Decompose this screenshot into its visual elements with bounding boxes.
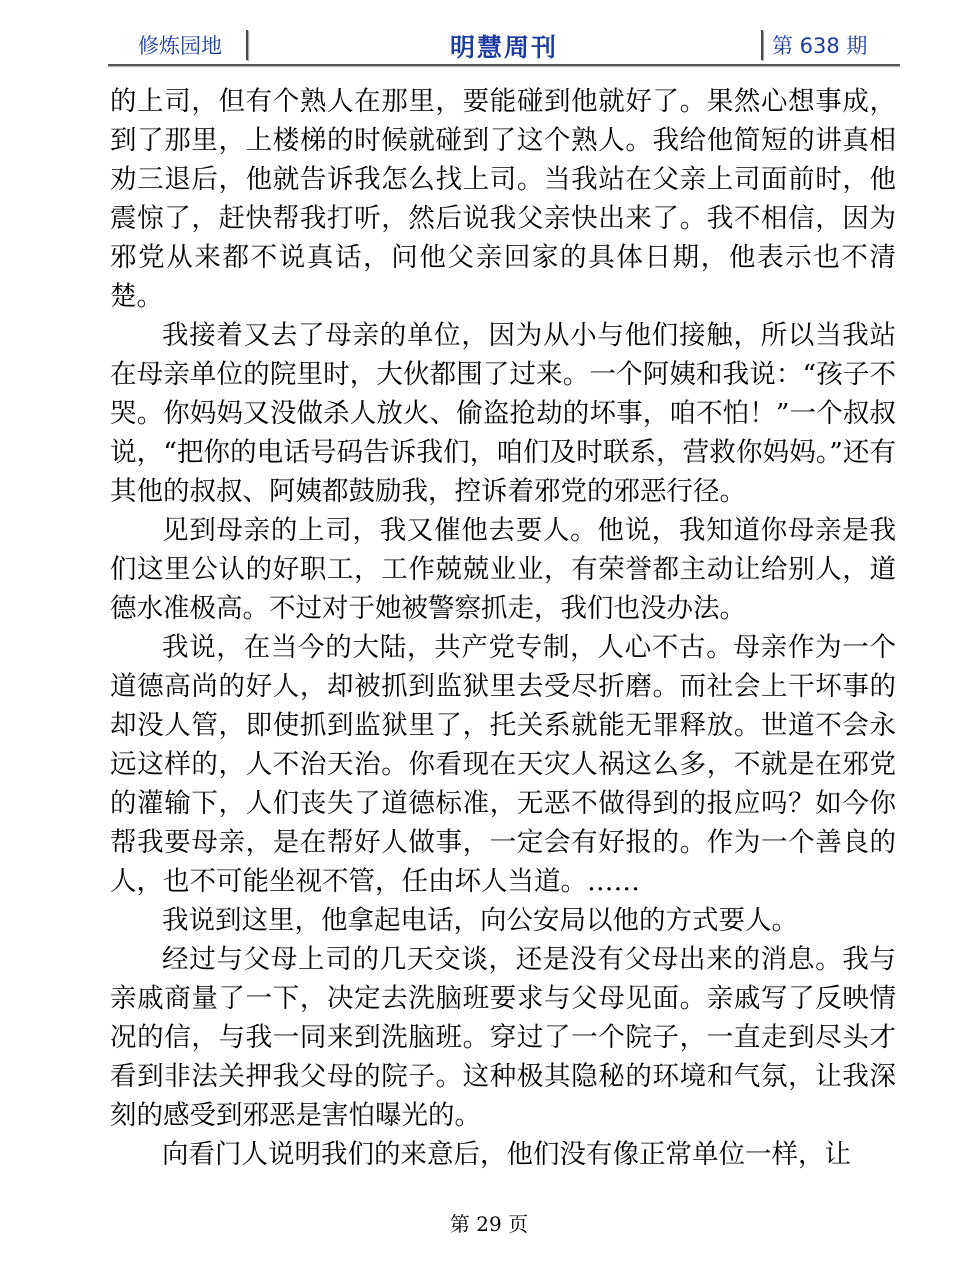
section-title: 修炼园地: [138, 34, 222, 58]
header-divider-right: [761, 30, 763, 60]
article-body: [110, 82, 896, 1174]
paragraph-6: 经过与父母上司的几天交谈，还是没有父母出来的消息。我与亲戚商量了一下，决定去洗脑班要求与父母见面。亲戚写了反映情况的信，与我一同来到洗脑班。穿过了一个院子，一直走到尽头才看到非法关押我父母的院子。这种极其隐秘的环境和气氛，让我深刻的感受到邪恶是害怕曝光的。: [110, 944, 896, 1131]
paragraph-3: 见到母亲的上司，我又催他去要人。他说，我知道你母亲是我们这里公认的好职工，工作兢兢业业，有荣誉都主动让给别人，道德水准极高。不过对于她被警察抓走，我们也没办法。: [110, 515, 896, 624]
page-header: [108, 22, 900, 66]
paragraph-2: 我接着又去了母亲的单位，因为从小与他们接触，所以当我站在母亲单位的院里时，大伙都围了过来。一个阿姨和我说：“孩子不哭。你妈妈又没做杀人放火、偷盗抢劫的坏事，咱不怕！”一个叔叔说，“把你的电话号码告诉我们，咱们及时联系，营救你妈妈。”还有其他的叔叔、阿姨都鼓励我，控诉着邪党的邪恶行径。: [110, 320, 896, 507]
paragraph-7: 向看门人说明我们的来意后，他们没有像正常单位一样，让: [162, 1139, 851, 1170]
header-rule: [108, 64, 900, 66]
paragraph-4: 我说，在当今的大陆，共产党专制，人心不古。母亲作为一个道德高尚的好人，却被抓到监狱里去受尽折磨。而社会上干坏事的却没人管，即使抓到监狱里了，托关系就能无罪释放。世道不会永远这样的，人不治天治。你看现在天灾人祸这么多，不就是在邪党的灌输下，人们丧失了道德标准，无恶不做得到的报应吗？如今你帮我要母亲，是在帮好人做事，一定会有好报的。作为一个善良的人，也不可能坐视不管，任由坏人当道。……: [110, 632, 896, 897]
paragraph-1: 的上司，但有个熟人在那里，要能碰到他就好了。果然心想事成，到了那里，上楼梯的时候就碰到了这个熟人。我给他简短的讲真相劝三退后，他就告诉我怎么找上司。当我站在父亲上司面前时，他震惊了，赶快帮我打听，然后说我父亲快出来了。我不相信，因为邪党从来都不说真话，问他父亲回家的具体日期，他表示也不清楚。: [110, 86, 896, 312]
paragraph-5: 我说到这里，他拿起电话，向公安局以他的方式要人。: [162, 905, 798, 936]
page-number: 第 29 页: [449, 1212, 529, 1236]
publication-title: 明慧周刊: [449, 33, 558, 62]
issue-number: 第 638 期: [772, 34, 868, 58]
